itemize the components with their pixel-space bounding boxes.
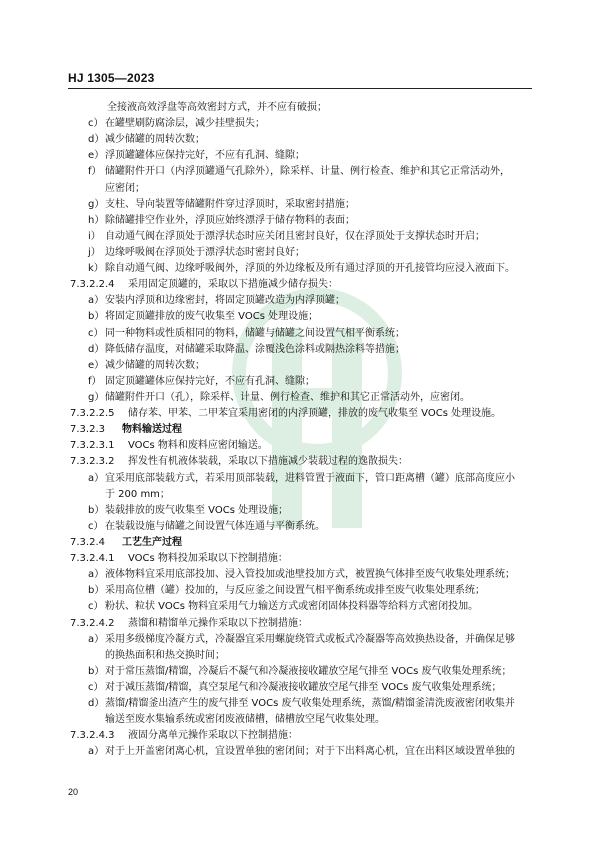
list-item-text: 同一种物料或性质相同的物料，储罐与储罐之间设置气相平衡系统； <box>105 327 405 339</box>
list-item <box>70 632 540 648</box>
list-item-label: c） <box>88 681 104 693</box>
list-item-text: 储罐附件开口（内浮顶罐通气孔除外），除采样、计量、例行检查、维护和其它正常活动外， <box>105 166 510 178</box>
list-item-text: 装载排放的废气收集至 VOCs 处理设施； <box>105 504 289 516</box>
section-heading <box>70 535 540 551</box>
continuation-text: 全接液高效浮盘等高效密封方式，并不应有破损； <box>107 102 327 113</box>
list-item-text: 边缘呼吸阀在浮顶处于漂浮状态时密封良好； <box>105 246 305 258</box>
list-item-label: f） <box>88 375 102 387</box>
list-item-label: c） <box>88 601 104 613</box>
clause-text: VOCs 物料投加采取以下控制措施： <box>128 553 288 565</box>
list-item-text: 在罐壁刷防腐涂层，减少挂壁损失； <box>105 118 265 130</box>
clause <box>70 551 540 567</box>
list-item <box>70 197 540 213</box>
list-item-text: 采用多级梯度冷凝方式，冷凝器宜采用螺旋绕管式或板式冷凝器等高效换热设备，并确保足够 <box>105 633 515 645</box>
list-item-label: a） <box>88 746 105 758</box>
list-item-label: i） <box>88 230 101 242</box>
list-item <box>70 374 540 390</box>
list-item-label: c） <box>88 118 104 130</box>
list-item-label: k） <box>88 263 104 275</box>
list-item <box>70 293 540 309</box>
clause-number: 7.3.2.3.1 <box>70 440 115 452</box>
continuation-line <box>70 487 540 503</box>
clause-number: 7.3.2.3.2 <box>70 456 115 468</box>
section-title: 物料输送过程 <box>122 424 182 436</box>
list-item-text: 液体物料宜采用底部投加、浸入管投加或池壁投加方式，被置换气体排至废气收集处理系统； <box>105 569 515 581</box>
list-item-label: a） <box>88 569 105 581</box>
list-item-label: b） <box>88 585 105 597</box>
list-item <box>70 213 540 229</box>
list-item-label: c） <box>88 520 104 532</box>
standard-code: HJ 1305—2023 <box>68 71 155 85</box>
list-item <box>70 664 540 680</box>
clause-text: 挥发性有机液体装载，采取以下措施减少装载过程的逸散损失： <box>128 456 408 468</box>
continuation-line <box>70 100 540 116</box>
clause <box>70 728 540 744</box>
list-item-text: 降低储存温度，对储罐采取降温、涂覆浅色涂料或隔热涂料等措施； <box>105 343 405 355</box>
list-item-label: j） <box>88 246 101 258</box>
list-item <box>70 390 540 406</box>
list-item-text: 宜采用底部装载方式，若采用顶部装载，进料管置于液面下，管口距离槽（罐）底部高度应小 <box>105 472 515 484</box>
list-item-text: 自动通气阀在浮顶处于漂浮状态时应关闭且密封良好，仅在浮顶处于支撑状态时开启； <box>105 230 485 242</box>
list-item-text: 蒸馏/精馏釜出渣产生的废气排至 VOCs 废气收集处理系统，蒸馏/精馏釜清洗废液密闭收集并 <box>105 698 515 710</box>
section-title: 工艺生产过程 <box>122 536 182 548</box>
list-item-label: a） <box>88 295 105 307</box>
continuation-line <box>70 712 540 728</box>
list-item-text: 减少储罐的周转次数； <box>105 359 205 371</box>
list-item-text: 对于减压蒸馏/精馏，真空泵尾气和冷凝液接收罐放空尾气排至 VOCs 废气收集处理系统； <box>105 681 502 693</box>
list-item <box>70 583 540 599</box>
clause-text: 蒸馏和精馏单元操作采取以下控制措施： <box>128 617 308 629</box>
list-item-label: c） <box>88 327 104 339</box>
list-item-label: b） <box>88 665 105 677</box>
list-item-text: 在装载设施与储罐之间设置气体连通与平衡系统。 <box>105 520 325 532</box>
list-item-label: e） <box>88 150 105 162</box>
list-item-label: b） <box>88 504 105 516</box>
list-item <box>70 132 540 148</box>
list-item-text: 固定顶罐罐体应保持完好，不应有孔洞、缝隙； <box>105 375 315 387</box>
list-item <box>70 342 540 358</box>
section-heading <box>70 422 540 438</box>
list-item-label: e） <box>88 359 105 371</box>
clause <box>70 616 540 632</box>
clause-text: 液固分离单元操作采取以下控制措施： <box>128 730 298 742</box>
list-item <box>70 696 540 712</box>
list-item-label: g） <box>88 198 105 210</box>
page-number: 20 <box>68 787 79 797</box>
clause-number: 7.3.2.4.1 <box>70 553 115 565</box>
list-item <box>70 744 540 760</box>
section-number: 7.3.2.3 <box>70 424 105 436</box>
header-divider <box>68 88 532 89</box>
list-item <box>70 680 540 696</box>
list-item-label: a） <box>88 472 105 484</box>
list-item-label: d） <box>88 134 105 146</box>
list-item-text: 除储罐排空作业外，浮顶应始终漂浮于储存物料的表面； <box>105 214 355 226</box>
clause-number: 7.3.2.4.3 <box>70 730 115 742</box>
continuation-text: 的换热面积和热交换时间； <box>105 649 225 661</box>
clause <box>70 277 540 293</box>
list-item <box>70 245 540 261</box>
list-item-text: 将固定顶罐排放的废气收集至 VOCs 处理设施； <box>105 311 319 323</box>
list-item <box>70 358 540 374</box>
continuation-line <box>70 648 540 664</box>
list-item <box>70 164 540 180</box>
list-item <box>70 116 540 132</box>
list-item <box>70 599 540 615</box>
list-item-text: 减少储罐的周转次数； <box>105 134 205 146</box>
list-item <box>70 503 540 519</box>
list-item-text: 储罐附件开口（孔），除采样、计量、例行检查、维护和其它正常活动外，应密闭。 <box>105 391 470 403</box>
list-item-text: 浮顶罐罐体应保持完好，不应有孔洞、缝隙； <box>105 150 305 162</box>
list-item-text: 支柱、导向装置等储罐附件穿过浮顶时，采取密封措施； <box>105 198 355 210</box>
list-item <box>70 309 540 325</box>
list-item <box>70 519 540 535</box>
list-item <box>70 261 540 277</box>
list-item-label: h） <box>88 214 105 226</box>
continuation-text: 于 200 mm； <box>105 488 170 500</box>
clause <box>70 438 540 454</box>
clause-number: 7.3.2.2.5 <box>70 408 115 420</box>
list-item-text: 采用高位槽（罐）投加的，与反应釜之间设置气相平衡系统或排至废气收集处理系统； <box>105 585 485 597</box>
clause <box>70 406 540 422</box>
list-item-label: g） <box>88 391 105 403</box>
clause-text: VOCs 物料和废料应密闭输送。 <box>128 440 268 452</box>
clause-number: 7.3.2.2.4 <box>70 279 115 291</box>
list-item-label: d） <box>88 343 105 355</box>
list-item-label: b） <box>88 311 105 323</box>
clause-text: 储存苯、甲苯、二甲苯宜采用密闭的内浮顶罐，排放的废气收集至 VOCs 处理设施。 <box>128 408 502 420</box>
list-item <box>70 326 540 342</box>
continuation-text: 输送至废水集输系统或密闭废液储槽，储槽放空尾气收集处理。 <box>105 714 385 726</box>
list-item-label: f） <box>88 166 102 178</box>
list-item <box>70 567 540 583</box>
list-item-text: 粉状、粒状 VOCs 物料宜采用气力输送方式或密闭固体投料器等给料方式密闭投加。 <box>105 601 479 613</box>
list-item-text: 安装内浮顶和边缘密封，将固定顶罐改造为内浮顶罐； <box>105 295 345 307</box>
list-item <box>70 229 540 245</box>
list-item-text: 对于上开盖密闭离心机，宜设置单独的密闭间；对于下出料离心机，宜在出料区域设置单独的 <box>105 746 515 758</box>
list-item <box>70 471 540 487</box>
clause-text: 采用固定顶罐的，采取以下措施减少储存损失： <box>128 279 338 291</box>
continuation-line <box>70 181 540 197</box>
clause <box>70 454 540 470</box>
continuation-text: 应密闭； <box>105 182 145 194</box>
document-body <box>70 100 540 760</box>
clause-number: 7.3.2.4.2 <box>70 617 115 629</box>
list-item-label: a） <box>88 633 105 645</box>
list-item-text: 对于常压蒸馏/精馏，冷凝后不凝气和冷凝液接收罐放空尾气排至 VOCs 废气收集处理系统； <box>105 665 512 677</box>
list-item-label: d） <box>88 698 105 710</box>
list-item <box>70 148 540 164</box>
list-item-text: 除自动通气阀、边缘呼吸阀外，浮顶的外边缘板及所有通过浮顶的开孔接管均应浸入液面下。 <box>105 263 515 275</box>
section-number: 7.3.2.4 <box>70 536 105 548</box>
